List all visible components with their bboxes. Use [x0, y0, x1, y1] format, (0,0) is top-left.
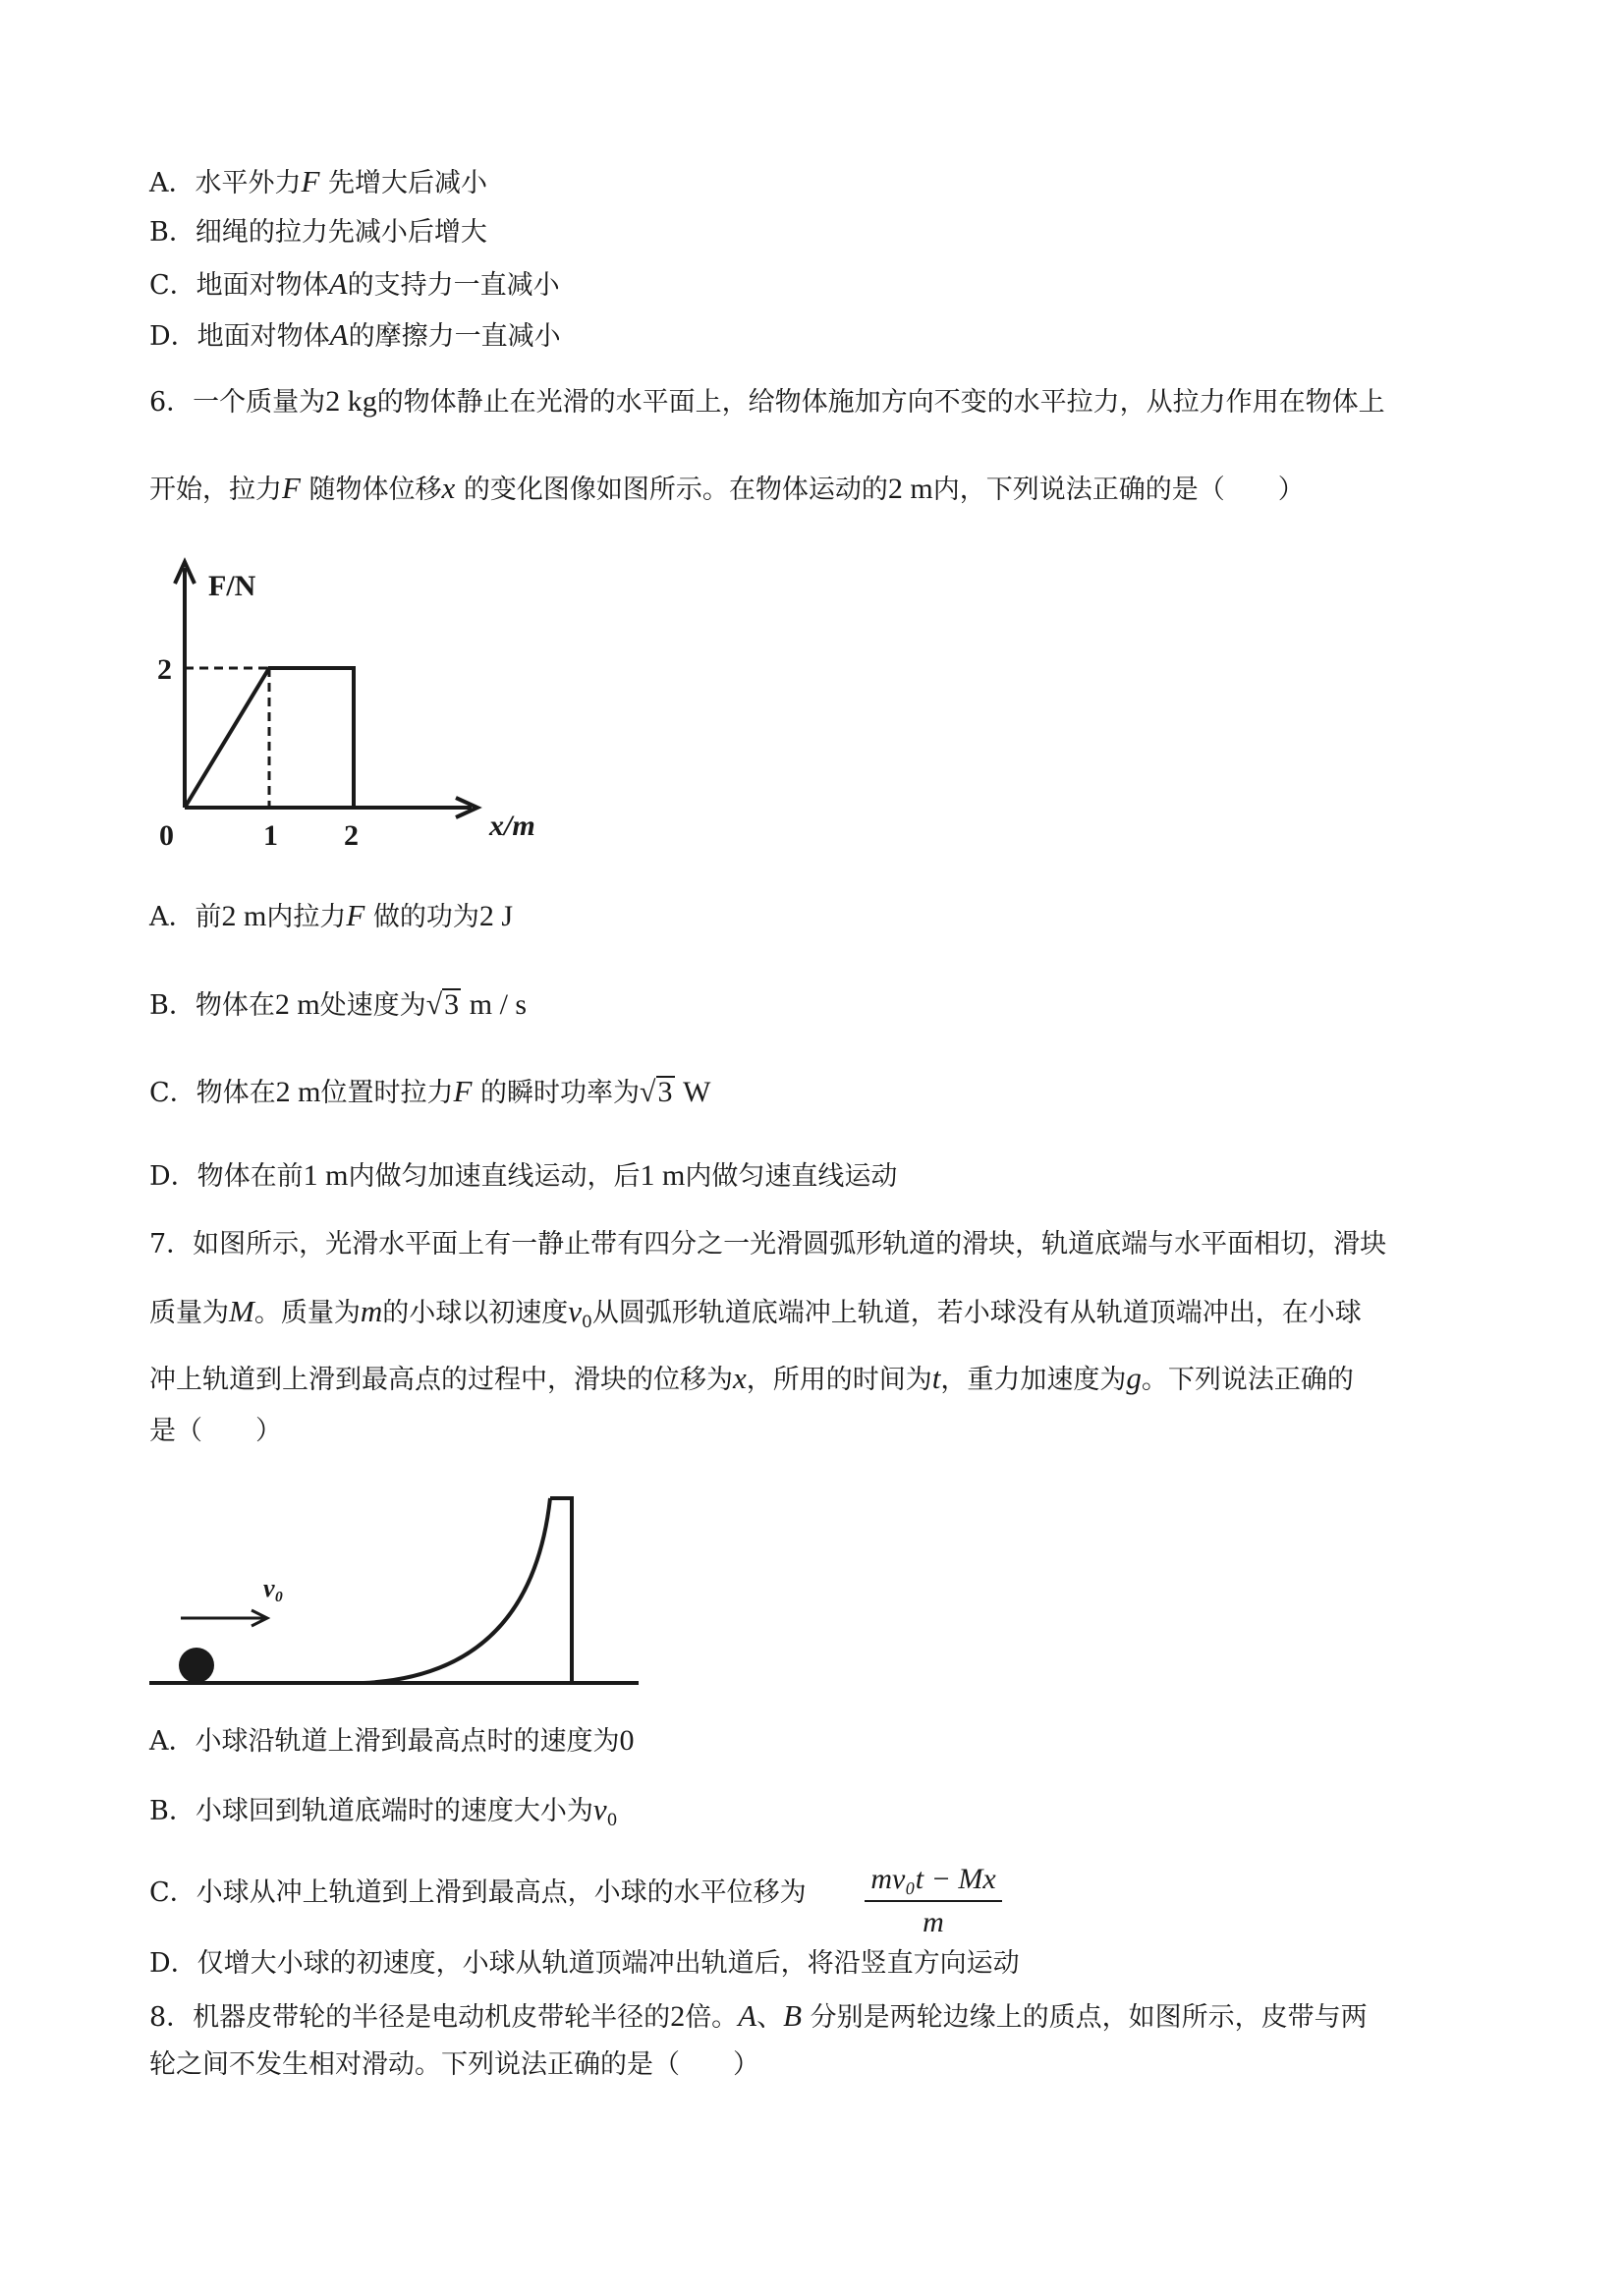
q7-option-d: D．仅增大小球的初速度，小球从轨道顶端冲出轨道后，将沿竖直方向运动	[149, 1948, 1020, 1979]
q6-option-c: C．物体在2 m位置时拉力F 的瞬时功率为√3 W	[149, 1074, 711, 1108]
slider-block-outline	[550, 1498, 572, 1683]
ball	[179, 1648, 214, 1683]
q5-option-b: B．细绳的拉力先减小后增大	[149, 217, 487, 248]
sqrt-3: √3	[425, 988, 460, 1021]
quarter-circle-track	[364, 1498, 550, 1683]
fraction-numerator: mv₀t − Mx	[865, 1863, 1002, 1902]
q7-option-a: A．小球沿轨道上滑到最高点时的速度为0	[149, 1724, 635, 1757]
y-axis-label: F/N	[208, 570, 256, 602]
q8-stem-line2: 轮之间不发生相对滑动。下列说法正确的是（ ）	[149, 2049, 759, 2080]
q6-force-displacement-graph	[147, 550, 560, 855]
q6-stem-line1: 6．一个质量为2 kg的物体静止在光滑的水平面上，给物体施加方向不变的水平拉力，从拉力作用在物体上	[149, 385, 1385, 418]
q7-stem-line2: 质量为M。质量为m的小球以初速度$v_0$从圆弧形轨道底端冲上轨道，若小球没有从轨道顶端冲出，在小球	[149, 1294, 1362, 1332]
q7-option-b: B．小球回到轨道底端时的速度大小为$v_0$	[149, 1792, 618, 1830]
origin-label: 0	[159, 819, 174, 852]
q7-stem-line4: 是（ ）	[149, 1416, 282, 1446]
q5-option-c: C．地面对物体A的支持力一直减小	[149, 266, 560, 301]
y-tick-2: 2	[157, 653, 172, 686]
x-tick-2: 2	[344, 819, 359, 852]
q7-option-c: C．小球从冲上轨道到上滑到最高点，小球的水平位移为	[149, 1877, 807, 1908]
sqrt-3: √3	[640, 1076, 673, 1108]
q5-option-d: D．地面对物体A的摩擦力一直减小	[149, 317, 561, 352]
q7-option-c-fraction	[865, 1863, 1002, 1939]
fraction-denominator: m	[923, 1906, 944, 1938]
q6-option-a: A．前2 m内拉力F 做的功为2 J	[149, 898, 514, 932]
q6-stem-line2: 开始，拉力F 随物体位移x 的变化图像如图所示。在物体运动的2 m内，下列说法正确的是（ ）	[149, 471, 1305, 505]
q6-option-b: B．物体在2 m处速度为√3 m / s	[149, 988, 528, 1021]
x-tick-1: 1	[263, 819, 278, 852]
x-axis-label: x/m	[489, 810, 535, 842]
q6-option-d: D．物体在前1 m内做匀加速直线运动，后1 m内做匀速直线运动	[149, 1159, 898, 1192]
q5-option-a: A．水平外力F 先增大后减小	[149, 164, 488, 198]
q7-track-figure	[147, 1488, 648, 1700]
q8-stem-line1: 8．机器皮带轮的半径是电动机皮带轮半径的2倍。A、B 分别是两轮边缘上的质点，如图所示，皮带与两	[149, 1998, 1368, 2033]
q7-stem-line3: 冲上轨道到上滑到最高点的过程中，滑块的位移为x，所用的时间为t，重力加速度为g。下列说法正确的	[149, 1361, 1354, 1395]
velocity-label: v₀	[263, 1574, 284, 1602]
q7-stem-line1: 7．如图所示，光滑水平面上有一静止带有四分之一光滑圆弧形轨道的滑块，轨道底端与水平面相切，滑块	[149, 1229, 1387, 1260]
